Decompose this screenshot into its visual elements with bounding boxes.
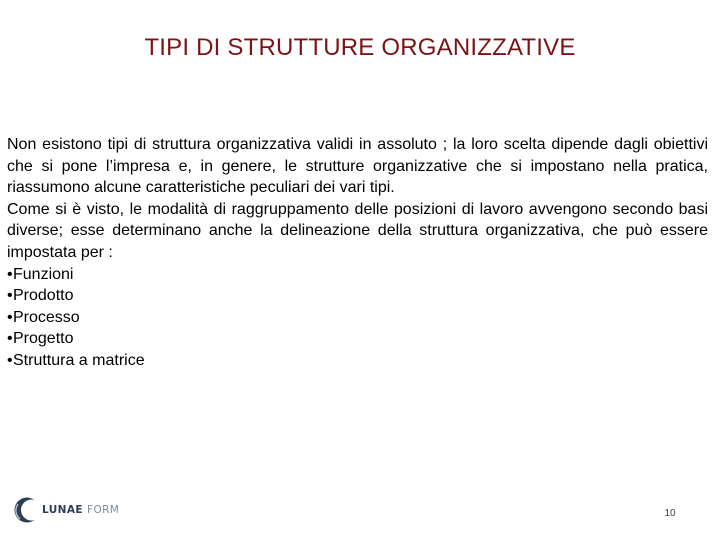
bullet-mark: • xyxy=(7,287,13,305)
bullet-item-processo xyxy=(7,307,708,329)
bullet-item-funzioni xyxy=(7,264,708,286)
logo-word-form: FORM xyxy=(87,504,120,516)
slide-title: TIPI DI STRUTTURE ORGANIZZATIVE xyxy=(144,34,576,61)
bullet-item-label: Progetto xyxy=(13,330,74,348)
bullet-mark: • xyxy=(7,308,13,326)
lunae-form-logo xyxy=(13,495,119,525)
bullet-item-prodotto xyxy=(7,285,708,307)
body-paragraph-1: Non esistono tipi di struttura organizzativa validi in assoluto ; la loro scelta dipende dagli obiettivi che si pone l’impresa e, in genere, le strutture organizzative che si impostano nella pratica, riassumono alcune caratteristiche peculiari dei vari tipi. xyxy=(7,136,708,197)
bullet-item-label: Processo xyxy=(13,308,80,326)
bullet-item-label: Struttura a matrice xyxy=(13,351,145,369)
bullet-list xyxy=(7,264,708,372)
bullet-mark: • xyxy=(7,351,13,369)
bullet-item-struttura-a-matrice xyxy=(7,350,708,372)
logo-word-lunae: LUNAE xyxy=(42,504,83,516)
bullet-item-label: Funzioni xyxy=(13,265,74,283)
crescent-moon-logo-icon xyxy=(13,495,39,525)
bullet-mark: • xyxy=(7,330,13,348)
slide-body xyxy=(7,134,708,372)
page-number: 10 xyxy=(664,508,676,519)
bullet-item-label: Prodotto xyxy=(13,287,74,305)
bullet-mark: • xyxy=(7,265,13,283)
bullet-item-progetto xyxy=(7,328,708,350)
logo-wordmark xyxy=(42,504,119,516)
body-paragraph-2: Come si è visto, le modalità di raggruppamento delle posizioni di lavoro avvengono secondo basi diverse; esse determinano anche la delineazione della struttura organizzativa, che può essere impostata per : xyxy=(7,200,708,261)
